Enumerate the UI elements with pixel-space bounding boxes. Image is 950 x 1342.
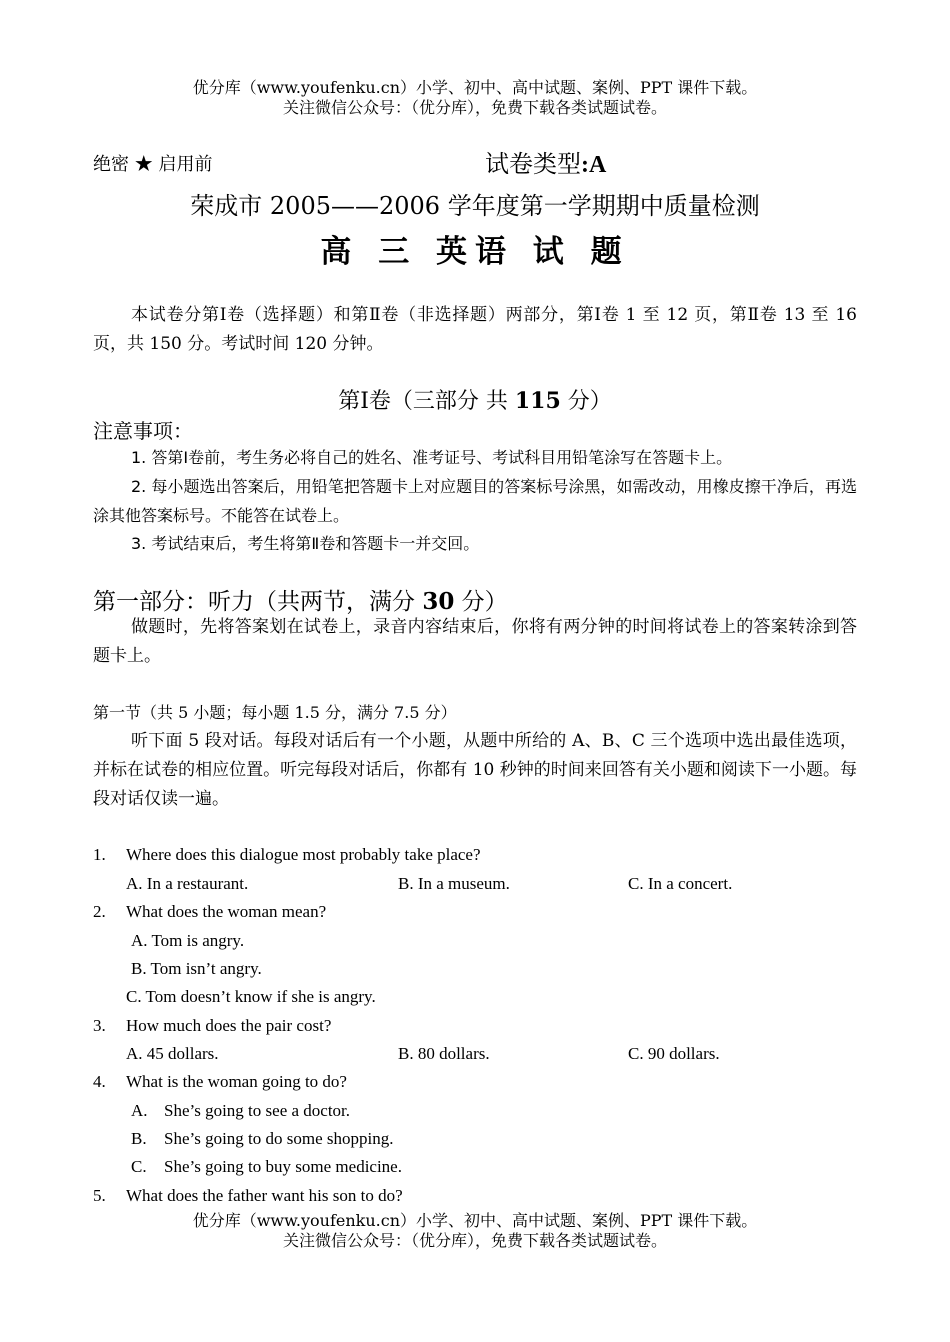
question-4-option-c-letter: C. — [131, 1157, 147, 1176]
part1-title-post: 分） — [454, 589, 508, 615]
question-1-text: Where does this dialogue most probably take place? — [126, 845, 481, 864]
paper-type-value: A — [589, 152, 607, 178]
question-4-option-b-letter: B. — [131, 1129, 147, 1148]
question-5-number: 5. — [93, 1186, 106, 1205]
note-item-1: 1. 答第Ⅰ卷前，考生务必将自己的姓名、准考证号、考试科目用铅笔涂写在答题卡上。 — [131, 448, 733, 467]
question-3-option-c: C. 90 dollars. — [628, 1044, 720, 1063]
question-4-option-b-text: She’s going to do some shopping. — [164, 1129, 394, 1148]
volume1-title-post: 分） — [560, 389, 612, 414]
volume1-title — [0, 384, 950, 415]
question-1-option-b: B. In a museum. — [398, 874, 510, 893]
footer-line-1: 优分库（www.youfenku.cn）小学、初中、高中试题、案例、PPT 课件下载。 — [192, 1211, 758, 1230]
question-2-text: What does the woman mean? — [126, 902, 327, 921]
question-1-number: 1. — [93, 845, 106, 864]
question-4-option-c-text: She’s going to buy some medicine. — [164, 1157, 402, 1176]
question-3-text: How much does the pair cost? — [126, 1016, 332, 1035]
note-item-3: 3. 考试结束后，考生将第Ⅱ卷和答题卡一并交回。 — [131, 534, 480, 553]
part1-title — [93, 583, 508, 616]
volume1-score: 115 — [514, 388, 561, 414]
question-4-number: 4. — [93, 1072, 106, 1091]
question-3-number: 3. — [93, 1016, 106, 1035]
question-4-option-a-letter: A. — [131, 1101, 148, 1120]
question-3-option-b: B. 80 dollars. — [398, 1044, 490, 1063]
exam-title: 高 三 英语 试 题 — [320, 234, 630, 270]
header-line-1: 优分库（www.youfenku.cn）小学、初中、高中试题、案例、PPT 课件下载。 — [192, 78, 758, 97]
question-1-option-c: C. In a concert. — [628, 874, 733, 893]
header-line-2: 关注微信公众号：（优分库），免费下载各类试题试卷。 — [282, 98, 667, 117]
question-4-option-a-text: She’s going to see a doctor. — [164, 1101, 351, 1120]
intro-paragraph: 本试卷分第Ⅰ卷（选择题）和第Ⅱ卷（非选择题）两部分，第Ⅰ卷 1 至 12 页，第Ⅱ卷 13 至 16 页，共 150 分。考试时间 120 分钟。 — [93, 305, 857, 354]
exam-subtitle: 荣成市 2005——2006 学年度第一学期期中质量检测 — [190, 192, 760, 220]
part1-instruction: 做题时，先将答案划在试卷上，录音内容结束后，你将有两分钟的时间将试卷上的答案转涂到答题卡上。 — [93, 617, 857, 666]
note-item-2: 2. 每小题选出答案后，用铅笔把答题卡上对应题目的答案标号涂黑，如需改动，用橡皮擦干净后，再选涂其他答案标号。不能答在试卷上。 — [93, 477, 857, 525]
question-5-text: What does the father want his son to do? — [126, 1186, 403, 1205]
volume1-title-pre: 第Ⅰ卷（三部分 共 — [338, 389, 515, 414]
question-2-option-c: C. Tom doesn’t know if she is angry. — [126, 987, 376, 1006]
paper-type-sep: : — [581, 152, 589, 178]
part1-title-pre: 第一部分：听力（共两节，满分 — [93, 589, 423, 615]
secret-label: 绝密 ★ 启用前 — [93, 154, 213, 175]
part1-score: 30 — [422, 588, 455, 615]
section1-instruction: 听下面 5 段对话。每段对话后有一个小题，从题中所给的 A、B、C 三个选项中选出最佳选项，并标在试卷的相应位置。听完每段对话后，你都有 10 秒钟的时间来回答有关小题和阅读下一小题。每段对话仅读一遍。 — [93, 731, 857, 809]
section1-title: 第一节（共 5 小题；每小题 1.5 分，满分 7.5 分） — [93, 703, 457, 722]
paper-type-label: 试卷类型 — [485, 150, 581, 178]
question-2-option-a: A. Tom is angry. — [131, 931, 245, 950]
notes-heading: 注意事项： — [93, 419, 193, 443]
question-4-text: What is the woman going to do? — [126, 1072, 347, 1091]
footer-line-2: 关注微信公众号：（优分库），免费下载各类试题试卷。 — [282, 1231, 667, 1250]
question-3-option-a: A. 45 dollars. — [126, 1044, 219, 1063]
paper-type — [485, 144, 606, 179]
question-2-option-b: B. Tom isn’t angry. — [131, 959, 262, 978]
question-1-option-a: A. In a restaurant. — [126, 874, 249, 893]
question-2-number: 2. — [93, 902, 106, 921]
